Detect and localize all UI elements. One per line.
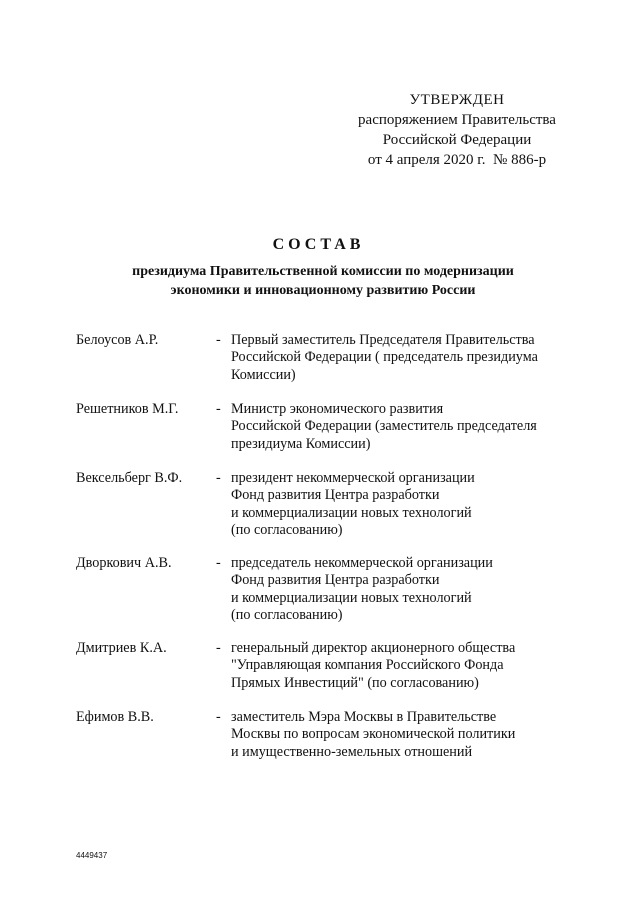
members-list: [76, 332, 576, 778]
member-name: Дмитриев К.А.: [76, 640, 167, 656]
member-name: Белоусов А.Р.: [76, 332, 159, 348]
approval-block: [352, 90, 562, 170]
member-name: Вексельберг В.Ф.: [76, 470, 183, 486]
approval-date-line: от 4 апреля 2020 г. № 886-р: [367, 152, 547, 168]
role-line: и коммерциализации новых технологий: [231, 504, 472, 521]
subtitle-line-2: экономики и инновационному развитию России: [170, 283, 476, 298]
approval-line-1: распоряжением Правительства: [358, 112, 556, 128]
member-role: [231, 401, 576, 453]
approval-line-2: Российской Федерации: [382, 132, 532, 148]
role-line: президиума Комиссии): [231, 435, 371, 452]
role-line: Комиссии): [231, 366, 296, 383]
role-line: Прямых Инвестиций" (по согласованию): [231, 674, 479, 691]
role-line: "Управляющая компания Российского Фонда: [231, 657, 504, 674]
member-role: [231, 709, 576, 761]
role-line: генеральный директор акционерного общества: [231, 640, 516, 656]
member-entry: [76, 470, 576, 555]
role-line: Москвы по вопросам экономической политики: [231, 726, 516, 743]
role-line: и имущественно-земельных отношений: [231, 743, 473, 760]
role-line: Первый заместитель Председателя Правительства: [231, 332, 535, 348]
member-role: [231, 640, 576, 692]
member-dash: -: [216, 401, 221, 417]
role-line: заместитель Мэра Москвы в Правительстве: [231, 709, 497, 725]
role-line: (по согласованию): [231, 606, 343, 623]
member-entry: [76, 709, 576, 778]
member-dash: -: [216, 555, 221, 571]
document-title-block: [0, 236, 640, 300]
role-line: Фонд развития Центра разработки: [231, 487, 440, 504]
member-name: Дворкович А.В.: [76, 555, 172, 571]
role-line: Министр экономического развития: [231, 401, 444, 417]
role-line: Российской Федерации (заместитель председателя: [231, 418, 537, 435]
member-dash: -: [216, 640, 221, 656]
role-line: президент некоммерческой организации: [231, 470, 475, 486]
member-entry: [76, 640, 576, 709]
member-dash: -: [216, 470, 221, 486]
role-line: Российской Федерации ( председатель президиума: [231, 349, 538, 366]
subtitle-line-1: президиума Правительственной комиссии по модернизации: [132, 264, 514, 279]
approval-heading: УТВЕРЖДЕН: [409, 92, 505, 108]
role-line: председатель некоммерческой организации: [231, 555, 493, 571]
role-line: Фонд развития Центра разработки: [231, 572, 440, 589]
member-entry: [76, 332, 576, 401]
member-name: Решетников М.Г.: [76, 401, 179, 417]
member-dash: -: [216, 332, 221, 348]
document-subtitle: [0, 262, 640, 300]
role-line: (по согласованию): [231, 521, 343, 538]
member-entry: [76, 401, 576, 470]
member-role: [231, 470, 576, 539]
document-title: СОСТАВ: [272, 236, 365, 253]
member-role: [231, 332, 576, 384]
role-line: и коммерциализации новых технологий: [231, 589, 472, 606]
member-dash: -: [216, 709, 221, 725]
member-entry: [76, 555, 576, 640]
member-name: Ефимов В.В.: [76, 709, 154, 725]
member-role: [231, 555, 576, 624]
document-number: 4449437: [76, 851, 108, 860]
